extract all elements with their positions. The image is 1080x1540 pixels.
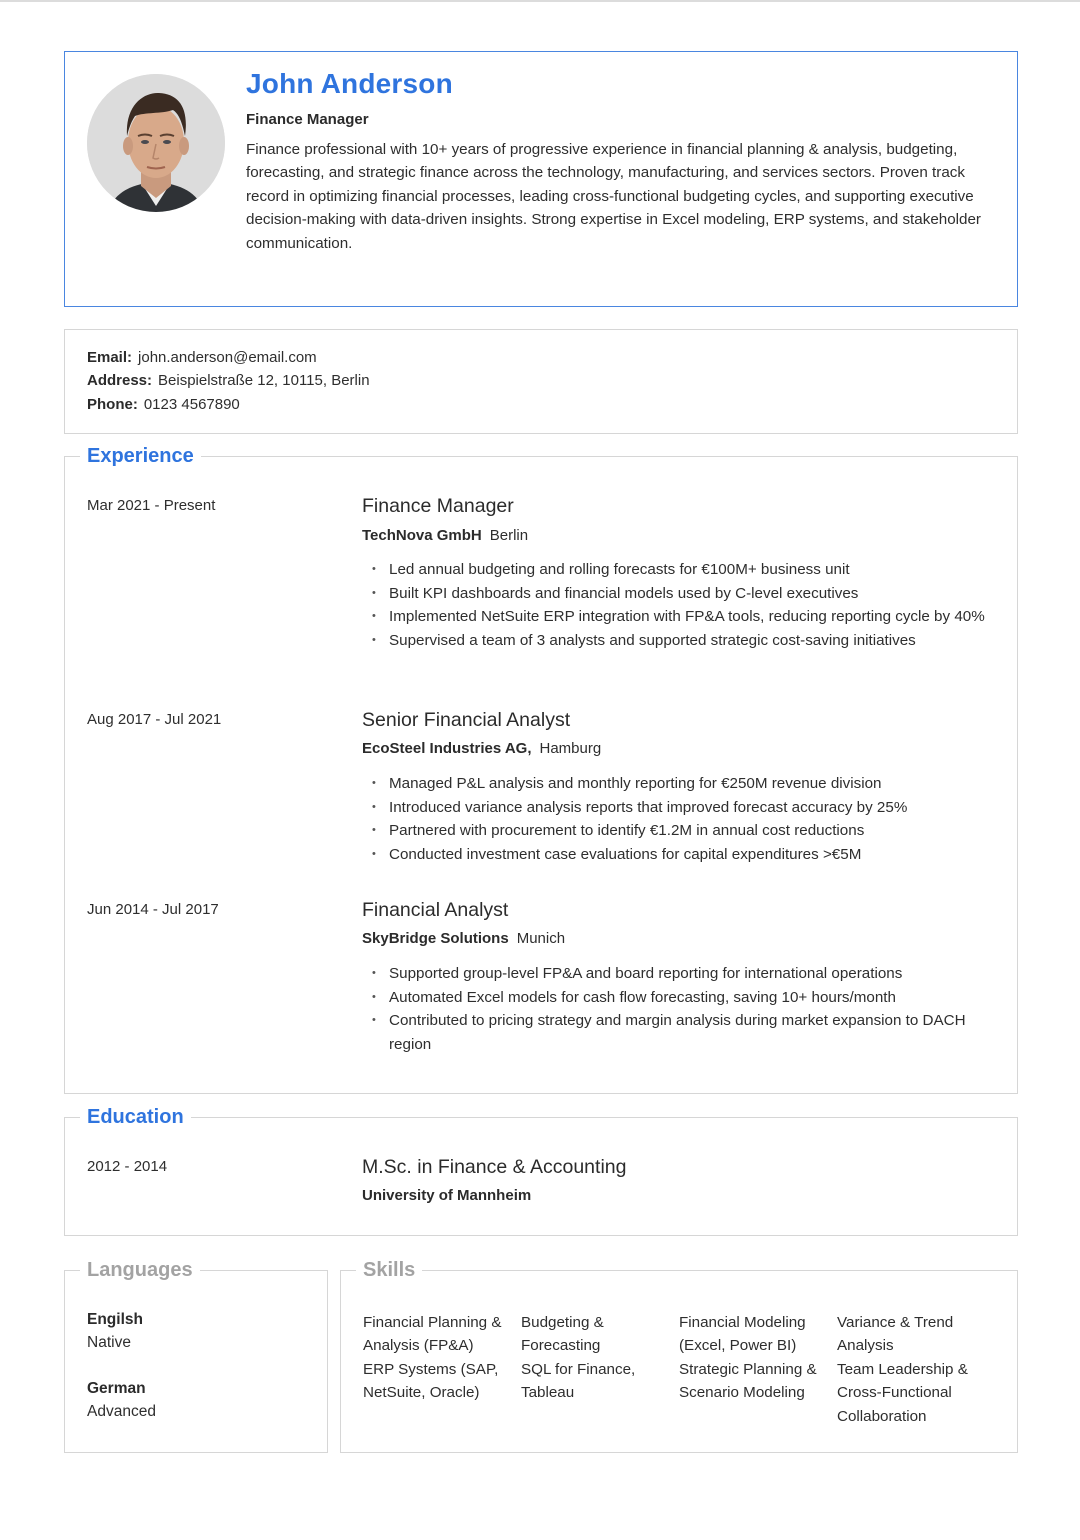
contact-email xyxy=(87,348,317,368)
education-heading: Education xyxy=(80,1105,191,1129)
skill-item: Variance & Trend Analysis xyxy=(837,1314,954,1355)
experience-date: Aug 2017 - Jul 2021 xyxy=(87,711,222,728)
bullet-item: • Conducted investment case evaluations for capital expenditures >€5M xyxy=(362,843,992,867)
bullet-item: • Led annual budgeting and rolling forecasts for €100M+ business unit xyxy=(362,558,992,582)
candidate-role: Finance Manager xyxy=(246,111,369,128)
language-name: German xyxy=(87,1380,146,1397)
job-bullets xyxy=(362,772,992,866)
avatar xyxy=(87,74,225,212)
address-value: Beispielstraße 12, 10115, Berlin xyxy=(158,372,370,389)
language-name: Engilsh xyxy=(87,1311,143,1328)
profile-header-card xyxy=(64,51,1018,307)
skill-item: Financial Planning & Analysis (FP&A) xyxy=(363,1314,502,1355)
phone-label: Phone: xyxy=(87,396,138,413)
education-section xyxy=(64,1106,1018,1236)
company-location: Hamburg xyxy=(539,740,602,757)
experience-date: Jun 2014 - Jul 2017 xyxy=(87,901,219,918)
experience-section xyxy=(64,445,1018,1094)
company-line xyxy=(362,740,601,757)
skills-section xyxy=(340,1259,1018,1453)
person-photo-icon xyxy=(87,74,225,212)
language-level: Native xyxy=(87,1334,131,1351)
language-level: Advanced xyxy=(87,1403,156,1420)
company-name: EcoSteel Industries AG, xyxy=(362,740,532,757)
contact-card xyxy=(64,329,1018,434)
bullet-item: • Introduced variance analysis reports that improved forecast accuracy by 25% xyxy=(362,796,992,820)
company-line xyxy=(362,930,565,947)
skills-column xyxy=(521,1311,679,1428)
job-title: Senior Financial Analyst xyxy=(362,709,571,731)
skill-item: Budgeting & Forecasting xyxy=(521,1314,604,1355)
job-title: Financial Analyst xyxy=(362,899,509,921)
profile-summary: Finance professional with 10+ years of progressive experience in financial planning & analysis, budgeting, forecasting, and strategic finance across the technology, manufacturing, and services sectors. Proven track record in optimizing financial processes, leading cross-functional budgeting cycles, and supporting executive decision-making with data-driven insights. Strong expertise in Excel modeling, ERP systems, and stakeholder communication. xyxy=(246,141,981,252)
company-location: Munich xyxy=(516,930,566,947)
school-name: University of Mannheim xyxy=(362,1187,532,1204)
contact-address xyxy=(87,371,370,391)
company-location: Berlin xyxy=(489,527,529,544)
languages-heading: Languages xyxy=(80,1258,200,1282)
skills-grid xyxy=(363,1311,1003,1428)
skill-item: ERP Systems (SAP, NetSuite, Oracle) xyxy=(363,1360,499,1402)
bullet-item: • Supervised a team of 3 analysts and supported strategic cost-saving initiatives xyxy=(362,629,992,653)
bullet-item: • Implemented NetSuite ERP integration with FP&A tools, reducing reporting cycle by 40% xyxy=(362,605,992,629)
company-name: SkyBridge Solutions xyxy=(362,930,509,947)
skill-item: SQL for Finance, Tableau xyxy=(521,1360,636,1402)
skill-item: Strategic Planning & Scenario Modeling xyxy=(679,1360,817,1402)
skills-column xyxy=(363,1311,521,1428)
bullet-item: • Contributed to pricing strategy and margin analysis during market expansion to DACH region xyxy=(362,1009,992,1056)
skills-heading: Skills xyxy=(356,1258,422,1282)
school-line xyxy=(362,1187,539,1204)
bullet-item: • Managed P&L analysis and monthly reporting for €250M revenue division xyxy=(362,772,992,796)
skill-item: Team Leadership & Cross-Functional Collaboration xyxy=(837,1360,968,1425)
phone-value[interactable]: 0123 4567890 xyxy=(143,396,240,413)
education-date: 2012 - 2014 xyxy=(87,1158,168,1175)
degree-title: M.Sc. in Finance & Accounting xyxy=(362,1156,627,1178)
email-label: Email: xyxy=(87,349,133,366)
company-line xyxy=(362,527,528,544)
bullet-item: • Supported group-level FP&A and board reporting for international operations xyxy=(362,962,992,986)
languages-section xyxy=(64,1259,328,1453)
address-label: Address: xyxy=(87,372,153,389)
job-bullets xyxy=(362,558,992,652)
experience-date: Mar 2021 - Present xyxy=(87,497,216,514)
bullet-item: • Built KPI dashboards and financial models used by C-level executives xyxy=(362,582,992,606)
skills-column xyxy=(679,1311,837,1428)
company-name: TechNova GmbH xyxy=(362,527,482,544)
job-bullets xyxy=(362,962,992,1056)
email-value[interactable]: john.anderson@email.com xyxy=(138,349,317,366)
skill-item: Financial Modeling (Excel, Power BI) xyxy=(679,1314,806,1355)
experience-heading: Experience xyxy=(80,444,201,468)
candidate-name: John Anderson xyxy=(246,68,453,99)
bullet-item: • Partnered with procurement to identify €1.2M in annual cost reductions xyxy=(362,819,992,843)
skills-column xyxy=(837,1311,995,1428)
bullet-item: • Automated Excel models for cash flow forecasting, saving 10+ hours/month xyxy=(362,986,992,1010)
job-title: Finance Manager xyxy=(362,495,514,517)
contact-phone xyxy=(87,395,240,415)
